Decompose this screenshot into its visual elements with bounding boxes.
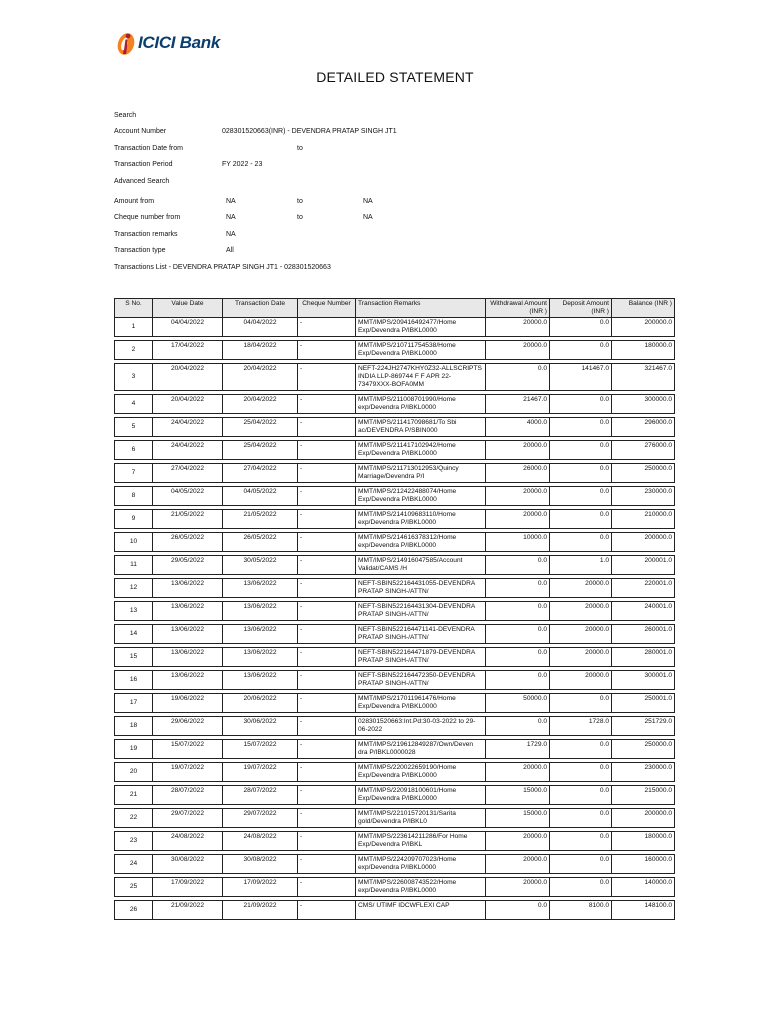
cheque-from-label: Cheque number from — [114, 214, 181, 222]
cell-withdrawal: 0.0 — [486, 717, 550, 736]
cell-sno: 9 — [115, 510, 153, 529]
cell-cheque-number: - — [298, 786, 356, 805]
col-cheque-number: Cheque Number — [298, 299, 356, 318]
cell-balance: 180000.0 — [612, 341, 675, 360]
cell-withdrawal: 10000.0 — [486, 533, 550, 552]
cell-withdrawal: 0.0 — [486, 556, 550, 575]
cell-transaction-date: 21/09/2022 — [223, 901, 298, 920]
cell-sno: 15 — [115, 648, 153, 667]
table-row — [115, 717, 675, 736]
table-row — [115, 533, 675, 552]
cell-balance: 160000.0 — [612, 855, 675, 874]
table-row — [115, 318, 675, 337]
amount-to-value: NA — [363, 197, 373, 205]
transaction-type-value: All — [226, 247, 234, 255]
cell-value-date: 19/06/2022 — [153, 694, 223, 713]
cell-remarks: MMT/IMPS/220022659190/Home Exp/Devendra P/IBKL0000 — [356, 763, 486, 782]
cell-withdrawal: 20000.0 — [486, 441, 550, 460]
col-sno: S No. — [115, 299, 153, 318]
cell-cheque-number: - — [298, 671, 356, 690]
cell-remarks: MMT/IMPS/217011961476/Home Exp/Devendra P/IBKL0000 — [356, 694, 486, 713]
cell-deposit: 20000.0 — [550, 602, 612, 621]
table-row — [115, 341, 675, 360]
cell-transaction-date: 04/05/2022 — [223, 487, 298, 506]
cell-deposit: 1728.0 — [550, 717, 612, 736]
cell-transaction-date: 19/07/2022 — [223, 763, 298, 782]
advanced-search-heading: Advanced Search — [114, 177, 170, 185]
cell-transaction-date: 18/04/2022 — [223, 341, 298, 360]
cell-balance: 230000.0 — [612, 763, 675, 782]
cell-withdrawal: 20000.0 — [486, 341, 550, 360]
cell-sno: 20 — [115, 763, 153, 782]
cell-value-date: 21/09/2022 — [153, 901, 223, 920]
cell-cheque-number: - — [298, 395, 356, 414]
cell-value-date: 17/09/2022 — [153, 878, 223, 897]
cell-cheque-number: - — [298, 625, 356, 644]
account-number-label: Account Number — [114, 128, 167, 136]
cell-balance: 250000.0 — [612, 740, 675, 759]
cell-withdrawal: 0.0 — [486, 625, 550, 644]
cell-deposit: 1.0 — [550, 556, 612, 575]
cell-value-date: 13/06/2022 — [153, 671, 223, 690]
transaction-type-label: Transaction type — [114, 247, 166, 255]
table-row — [115, 901, 675, 920]
cell-cheque-number: - — [298, 341, 356, 360]
cell-sno: 10 — [115, 533, 153, 552]
cell-sno: 8 — [115, 487, 153, 506]
cell-balance: 240001.0 — [612, 602, 675, 621]
cell-withdrawal: 1729.0 — [486, 740, 550, 759]
cell-withdrawal: 21467.0 — [486, 395, 550, 414]
cell-withdrawal: 0.0 — [486, 579, 550, 598]
cell-remarks: MMT/IMPS/211713012953/Quincy Marriage/Devendra P/I — [356, 464, 486, 483]
period-value: FY 2022 - 23 — [222, 161, 263, 169]
cell-sno: 26 — [115, 901, 153, 920]
cell-balance: 260001.0 — [612, 625, 675, 644]
cheque-to-label: to — [297, 214, 303, 222]
cell-remarks: MMT/IMPS/226008743522/Home exp/Devendra P/IBKL0000 — [356, 878, 486, 897]
cell-value-date: 20/04/2022 — [153, 395, 223, 414]
table-row — [115, 832, 675, 851]
cell-balance: 280001.0 — [612, 648, 675, 667]
cell-cheque-number: - — [298, 556, 356, 575]
cell-value-date: 27/04/2022 — [153, 464, 223, 483]
cell-balance: 200001.0 — [612, 556, 675, 575]
cell-remarks: NEFT-224JH2747KHY0Z32-ALLSCRIPTS INDIA LLP-869744 F F APR 22-73479XXX-BOFA0MM — [356, 364, 486, 391]
search-criteria — [114, 112, 674, 280]
cell-transaction-date: 13/06/2022 — [223, 671, 298, 690]
cell-remarks: NEFT-SBIN522164471879-DEVENDRA PRATAP SINGH-/ATTN/ — [356, 648, 486, 667]
cell-cheque-number: - — [298, 648, 356, 667]
cell-deposit: 0.0 — [550, 855, 612, 874]
cell-deposit: 20000.0 — [550, 579, 612, 598]
table-row — [115, 855, 675, 874]
cell-deposit: 0.0 — [550, 464, 612, 483]
account-number-value: 028301520663(INR) - DEVENDRA PRATAP SINGH JT1 — [222, 128, 397, 136]
amount-from-value: NA — [226, 197, 236, 205]
cell-sno: 5 — [115, 418, 153, 437]
cell-balance: 321467.0 — [612, 364, 675, 391]
cell-sno: 3 — [115, 364, 153, 391]
cell-deposit: 0.0 — [550, 694, 612, 713]
cell-balance: 220001.0 — [612, 579, 675, 598]
cell-deposit: 0.0 — [550, 832, 612, 851]
cell-value-date: 04/04/2022 — [153, 318, 223, 337]
cell-sno: 13 — [115, 602, 153, 621]
icici-logo-icon — [114, 30, 136, 56]
cell-deposit: 0.0 — [550, 341, 612, 360]
cell-cheque-number: - — [298, 763, 356, 782]
cell-balance: 300000.0 — [612, 395, 675, 414]
cell-value-date: 15/07/2022 — [153, 740, 223, 759]
col-withdrawal-amount: Withdrawal Amount (INR ) — [486, 299, 550, 318]
cell-withdrawal: 20000.0 — [486, 318, 550, 337]
cell-remarks: NEFT-SBIN522164472350-DEVENDRA PRATAP SINGH-/ATTN/ — [356, 671, 486, 690]
table-row — [115, 556, 675, 575]
cell-withdrawal: 20000.0 — [486, 832, 550, 851]
table-row — [115, 740, 675, 759]
cell-value-date: 29/06/2022 — [153, 717, 223, 736]
cell-value-date: 26/05/2022 — [153, 533, 223, 552]
cell-remarks: NEFT-SBIN522164431304-DEVENDRA PRATAP SINGH-/ATTN/ — [356, 602, 486, 621]
cell-cheque-number: - — [298, 318, 356, 337]
col-transaction-date: Transaction Date — [223, 299, 298, 318]
cell-deposit: 0.0 — [550, 763, 612, 782]
cell-sno: 2 — [115, 341, 153, 360]
cell-value-date: 30/08/2022 — [153, 855, 223, 874]
cell-cheque-number: - — [298, 855, 356, 874]
cell-value-date: 13/06/2022 — [153, 602, 223, 621]
cell-deposit: 0.0 — [550, 487, 612, 506]
cell-balance: 251729.0 — [612, 717, 675, 736]
table-row — [115, 441, 675, 460]
cell-transaction-date: 15/07/2022 — [223, 740, 298, 759]
cell-remarks: MMT/IMPS/210711754538/Home Exp/Devendra P/IBKL0000 — [356, 341, 486, 360]
cell-deposit: 0.0 — [550, 418, 612, 437]
cell-remarks: MMT/IMPS/212422488074/Home Exp/Devendra P/IBKL0000 — [356, 487, 486, 506]
cell-deposit: 0.0 — [550, 510, 612, 529]
cell-withdrawal: 50000.0 — [486, 694, 550, 713]
cell-remarks: MMT/IMPS/220918100601/Home Exp/Devendra P/IBKL0000 — [356, 786, 486, 805]
cell-remarks: MMT/IMPS/209416492477/Home Exp/Devendra P/IBKL0000 — [356, 318, 486, 337]
cell-balance: 230000.0 — [612, 487, 675, 506]
cell-cheque-number: - — [298, 717, 356, 736]
cell-transaction-date: 20/04/2022 — [223, 364, 298, 391]
cell-cheque-number: - — [298, 878, 356, 897]
cell-value-date: 24/08/2022 — [153, 832, 223, 851]
table-row — [115, 694, 675, 713]
col-transaction-remarks: Transaction Remarks — [356, 299, 486, 318]
cell-sno: 1 — [115, 318, 153, 337]
cell-cheque-number: - — [298, 533, 356, 552]
cell-withdrawal: 20000.0 — [486, 878, 550, 897]
table-row — [115, 418, 675, 437]
cell-transaction-date: 20/04/2022 — [223, 395, 298, 414]
cell-deposit: 20000.0 — [550, 648, 612, 667]
cell-balance: 250000.0 — [612, 464, 675, 483]
transactions-list-heading: Transactions List - DEVENDRA PRATAP SINGH JT1 - 028301520663 — [114, 263, 331, 271]
cell-sno: 22 — [115, 809, 153, 828]
page-title: DETAILED STATEMENT — [316, 69, 474, 85]
cell-balance: 296000.0 — [612, 418, 675, 437]
cell-sno: 12 — [115, 579, 153, 598]
cell-deposit: 141467.0 — [550, 364, 612, 391]
table-row — [115, 364, 675, 391]
cell-balance: 140000.0 — [612, 878, 675, 897]
cell-sno: 21 — [115, 786, 153, 805]
table-row — [115, 763, 675, 782]
cell-deposit: 0.0 — [550, 809, 612, 828]
cell-remarks: MMT/IMPS/219612849287/Own/Deven dra P/IBKL0000028 — [356, 740, 486, 759]
cell-value-date: 13/06/2022 — [153, 625, 223, 644]
cell-transaction-date: 13/06/2022 — [223, 602, 298, 621]
table-row — [115, 487, 675, 506]
cell-balance: 276000.0 — [612, 441, 675, 460]
icici-bank-logo — [114, 28, 220, 58]
cell-value-date: 13/06/2022 — [153, 648, 223, 667]
table-header-row — [115, 299, 675, 318]
cell-deposit: 0.0 — [550, 533, 612, 552]
cell-withdrawal: 20000.0 — [486, 510, 550, 529]
cell-remarks: NEFT-SBIN522164431055-DEVENDRA PRATAP SINGH-/ATTN/ — [356, 579, 486, 598]
table-row — [115, 510, 675, 529]
cell-value-date: 13/06/2022 — [153, 579, 223, 598]
table-row — [115, 786, 675, 805]
cheque-to-value: NA — [363, 214, 373, 222]
cell-transaction-date: 13/06/2022 — [223, 648, 298, 667]
cell-transaction-date: 30/05/2022 — [223, 556, 298, 575]
cell-sno: 6 — [115, 441, 153, 460]
cell-balance: 200000.0 — [612, 318, 675, 337]
date-to-label: to — [297, 144, 303, 152]
cell-value-date: 04/05/2022 — [153, 487, 223, 506]
cell-cheque-number: - — [298, 579, 356, 598]
cell-sno: 18 — [115, 717, 153, 736]
cell-deposit: 0.0 — [550, 318, 612, 337]
cell-withdrawal: 15000.0 — [486, 786, 550, 805]
cell-transaction-date: 28/07/2022 — [223, 786, 298, 805]
cell-balance: 148100.0 — [612, 901, 675, 920]
cell-remarks: NEFT-SBIN522164471141-DEVENDRA PRATAP SINGH-/ATTN/ — [356, 625, 486, 644]
table-row — [115, 579, 675, 598]
cell-balance: 180000.0 — [612, 832, 675, 851]
cell-value-date: 21/05/2022 — [153, 510, 223, 529]
cell-transaction-date: 17/09/2022 — [223, 878, 298, 897]
cell-withdrawal: 15000.0 — [486, 809, 550, 828]
cell-transaction-date: 04/04/2022 — [223, 318, 298, 337]
cell-sno: 7 — [115, 464, 153, 483]
cell-remarks: MMT/IMPS/224209707023/Home exp/Devendra P/IBKL0000 — [356, 855, 486, 874]
cell-remarks: MMT/IMPS/214109683110/Home exp/Devendra P/IBKL0000 — [356, 510, 486, 529]
cell-remarks: 028301520663:Int.Pd:30-03-2022 to 29-06-2022 — [356, 717, 486, 736]
cell-deposit: 20000.0 — [550, 671, 612, 690]
cell-balance: 200000.0 — [612, 533, 675, 552]
cell-deposit: 20000.0 — [550, 625, 612, 644]
cell-remarks: CMS/ UTIMF IDCWFLEXI CAP — [356, 901, 486, 920]
cell-cheque-number: - — [298, 464, 356, 483]
cell-sno: 16 — [115, 671, 153, 690]
cell-cheque-number: - — [298, 510, 356, 529]
cell-sno: 25 — [115, 878, 153, 897]
cell-withdrawal: 0.0 — [486, 602, 550, 621]
cell-withdrawal: 0.0 — [486, 364, 550, 391]
cell-value-date: 19/07/2022 — [153, 763, 223, 782]
cell-transaction-date: 21/05/2022 — [223, 510, 298, 529]
cell-value-date: 29/07/2022 — [153, 809, 223, 828]
cell-sno: 11 — [115, 556, 153, 575]
cell-withdrawal: 0.0 — [486, 671, 550, 690]
col-value-date: Value Date — [153, 299, 223, 318]
date-from-label: Transaction Date from — [114, 144, 183, 152]
cell-transaction-date: 25/04/2022 — [223, 441, 298, 460]
cell-cheque-number: - — [298, 740, 356, 759]
cell-deposit: 0.0 — [550, 786, 612, 805]
cell-withdrawal: 26000.0 — [486, 464, 550, 483]
cell-sno: 19 — [115, 740, 153, 759]
cell-remarks: MMT/IMPS/214616378312/Home exp/Devendra P/IBKL0000 — [356, 533, 486, 552]
cell-withdrawal: 20000.0 — [486, 487, 550, 506]
cell-value-date: 29/05/2022 — [153, 556, 223, 575]
cell-cheque-number: - — [298, 487, 356, 506]
cell-sno: 4 — [115, 395, 153, 414]
cell-remarks: MMT/IMPS/211008701990/Home exp/Devendra P/IBKL0000 — [356, 395, 486, 414]
cell-remarks: MMT/IMPS/214916047585/Account Validat/CAMS /H — [356, 556, 486, 575]
cell-transaction-date: 13/06/2022 — [223, 579, 298, 598]
cell-cheque-number: - — [298, 602, 356, 621]
cell-sno: 24 — [115, 855, 153, 874]
cell-transaction-date: 30/08/2022 — [223, 855, 298, 874]
cell-balance: 200000.0 — [612, 809, 675, 828]
cell-withdrawal: 0.0 — [486, 648, 550, 667]
cell-deposit: 8100.0 — [550, 901, 612, 920]
cell-deposit: 0.0 — [550, 878, 612, 897]
cell-transaction-date: 30/06/2022 — [223, 717, 298, 736]
cell-balance: 210000.0 — [612, 510, 675, 529]
cell-value-date: 20/04/2022 — [153, 364, 223, 391]
cell-withdrawal: 20000.0 — [486, 763, 550, 782]
table-row — [115, 671, 675, 690]
cell-transaction-date: 26/05/2022 — [223, 533, 298, 552]
cell-cheque-number: - — [298, 901, 356, 920]
cell-value-date: 24/04/2022 — [153, 441, 223, 460]
cell-remarks: MMT/IMPS/223614211286/For Home Exp/Devendra P/IBKL — [356, 832, 486, 851]
cell-balance: 250001.0 — [612, 694, 675, 713]
period-label: Transaction Period — [114, 161, 173, 169]
cell-value-date: 24/04/2022 — [153, 418, 223, 437]
amount-from-label: Amount from — [114, 197, 155, 205]
cell-transaction-date: 25/04/2022 — [223, 418, 298, 437]
table-row — [115, 625, 675, 644]
remarks-label: Transaction remarks — [114, 230, 178, 238]
cell-deposit: 0.0 — [550, 740, 612, 759]
logo-text: ICICI Bank — [138, 33, 221, 52]
cell-cheque-number: - — [298, 809, 356, 828]
cell-remarks: MMT/IMPS/211417102942/Home Exp/Devendra P/IBKL0000 — [356, 441, 486, 460]
cell-cheque-number: - — [298, 694, 356, 713]
table-row — [115, 602, 675, 621]
cell-sno: 23 — [115, 832, 153, 851]
col-balance: Balance (INR ) — [612, 299, 675, 318]
cell-value-date: 17/04/2022 — [153, 341, 223, 360]
cell-withdrawal: 20000.0 — [486, 855, 550, 874]
cheque-from-value: NA — [226, 214, 236, 222]
cell-withdrawal: 0.0 — [486, 901, 550, 920]
cell-cheque-number: - — [298, 441, 356, 460]
transactions-table — [114, 298, 675, 920]
cell-deposit: 0.0 — [550, 395, 612, 414]
cell-withdrawal: 4000.0 — [486, 418, 550, 437]
cell-sno: 14 — [115, 625, 153, 644]
cell-sno: 17 — [115, 694, 153, 713]
table-row — [115, 648, 675, 667]
table-row — [115, 395, 675, 414]
col-deposit-amount: Deposit Amount (INR ) — [550, 299, 612, 318]
cell-transaction-date: 20/06/2022 — [223, 694, 298, 713]
cell-balance: 215000.0 — [612, 786, 675, 805]
cell-remarks: MMT/IMPS/221015720131/Sarita gold/Devendra P/IBKL0 — [356, 809, 486, 828]
cell-cheque-number: - — [298, 364, 356, 391]
cell-transaction-date: 27/04/2022 — [223, 464, 298, 483]
cell-value-date: 28/07/2022 — [153, 786, 223, 805]
cell-cheque-number: - — [298, 832, 356, 851]
remarks-value: NA — [226, 230, 236, 238]
cell-deposit: 0.0 — [550, 441, 612, 460]
search-heading: Search — [114, 112, 137, 119]
cell-transaction-date: 13/06/2022 — [223, 625, 298, 644]
cell-balance: 300001.0 — [612, 671, 675, 690]
amount-to-label: to — [297, 197, 303, 205]
cell-transaction-date: 29/07/2022 — [223, 809, 298, 828]
cell-transaction-date: 24/08/2022 — [223, 832, 298, 851]
table-row — [115, 878, 675, 897]
cell-remarks: MMT/IMPS/211417098681/To Sbi ac/DEVENDRA P/SBIN000 — [356, 418, 486, 437]
table-row — [115, 464, 675, 483]
cell-cheque-number: - — [298, 418, 356, 437]
table-row — [115, 809, 675, 828]
